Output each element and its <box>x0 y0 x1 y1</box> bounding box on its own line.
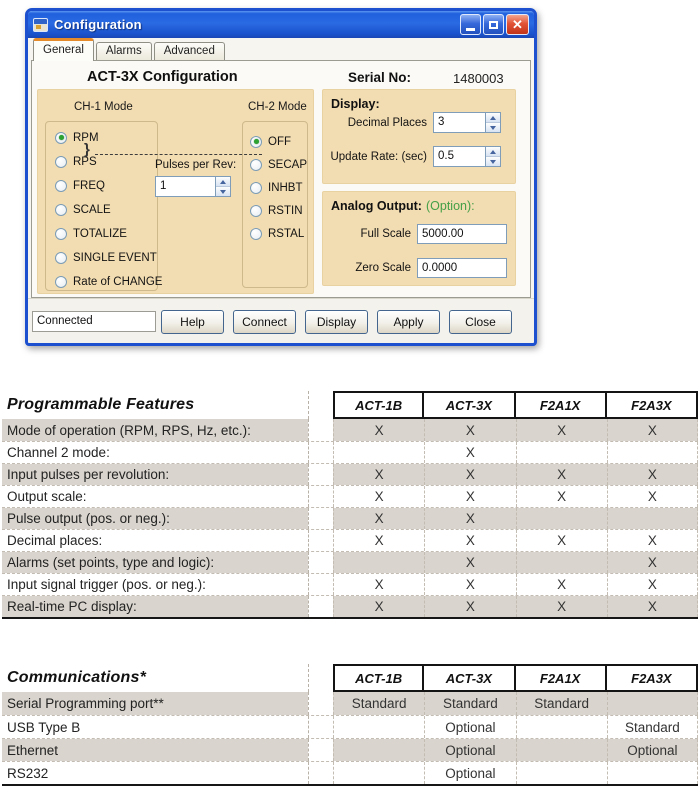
table-cell <box>333 442 424 463</box>
table-cell <box>333 762 424 784</box>
row-label: Pulse output (pos. or neg.): <box>2 508 308 529</box>
connection-status-field[interactable]: Connected <box>32 311 156 332</box>
gap-column <box>308 391 333 419</box>
table-cell: X <box>424 508 515 529</box>
radio-button-icon <box>250 136 262 148</box>
window-title: Configuration <box>54 17 142 32</box>
table-header-row <box>2 664 698 692</box>
help-button[interactable]: Help <box>161 310 224 334</box>
table-cell: Standard <box>424 692 515 715</box>
spinner-buttons <box>215 177 230 196</box>
column-header-act-3x: ACT-3X <box>424 664 515 692</box>
radio-button-icon <box>55 204 67 216</box>
table-cell: X <box>516 419 607 441</box>
table-cell: X <box>424 486 515 507</box>
radio-inhbt[interactable] <box>250 181 307 194</box>
table-cell: X <box>424 574 515 595</box>
row-label: RS232 <box>7 765 49 781</box>
decimal-places-value: 3 <box>438 116 445 128</box>
spin-up-button[interactable] <box>486 113 500 123</box>
row-label: Input pulses per revolution: <box>2 464 308 485</box>
option-note: (Option): <box>426 199 475 213</box>
table-cell: X <box>333 530 424 551</box>
table-cell: X <box>607 464 698 485</box>
radio-label: RPM <box>73 131 99 144</box>
table-title: Communications* <box>7 669 147 686</box>
maximize-icon <box>489 21 498 29</box>
radio-label: SINGLE EVENT <box>73 251 157 264</box>
radio-label: RSTAL <box>268 227 305 240</box>
radio-label: TOTALIZE <box>73 227 127 240</box>
radio-rstin[interactable] <box>250 204 307 217</box>
radio-label: FREQ <box>73 179 105 192</box>
connect-button[interactable]: Connect <box>233 310 296 334</box>
radio-rate-of-change[interactable] <box>55 275 163 288</box>
app-icon <box>33 18 48 32</box>
arrow-up-icon <box>490 150 496 154</box>
radio-label: OFF <box>268 135 291 148</box>
column-header-f2a3x: F2A3X <box>607 664 698 692</box>
row-label: Serial Programming port** <box>2 692 308 715</box>
table-row <box>2 485 698 507</box>
table-row <box>2 738 698 761</box>
window-controls <box>460 14 529 35</box>
row-label: Input signal trigger (pos. or neg.): <box>7 577 206 592</box>
table-cell: X <box>424 530 515 551</box>
spin-down-button[interactable] <box>216 187 230 196</box>
row-label: Real-time PC display: <box>2 596 308 617</box>
spin-up-button[interactable] <box>486 147 500 157</box>
table-header-row <box>2 391 698 419</box>
row-label: Channel 2 mode: <box>7 445 110 460</box>
table-row <box>2 573 698 595</box>
arrow-up-icon <box>220 180 226 184</box>
ch1-mode-label: CH-1 Mode <box>74 101 133 113</box>
gap-column <box>308 762 333 784</box>
row-label: Decimal places: <box>7 533 103 548</box>
pulses-per-rev-spinner[interactable] <box>155 176 231 197</box>
radio-button-icon <box>250 182 262 194</box>
gap-column <box>308 486 333 507</box>
decimal-places-row <box>323 112 501 133</box>
column-header-f2a1x: F2A1X <box>516 391 607 419</box>
minimize-icon <box>466 28 475 31</box>
table-cell <box>607 508 698 529</box>
display-panel-title: Display: <box>331 97 380 111</box>
table-cell: X <box>333 419 424 441</box>
radio-secap[interactable] <box>250 158 307 171</box>
spinner-buttons <box>485 147 500 166</box>
radio-button-icon <box>55 252 67 264</box>
button-row <box>161 310 512 334</box>
link-brace: } <box>84 141 90 158</box>
radio-button-icon <box>250 159 262 171</box>
column-header-act-3x: ACT-3X <box>424 391 515 419</box>
channel-modes-panel <box>37 89 314 294</box>
radio-button-icon <box>55 132 67 144</box>
full-scale-label: Full Scale <box>360 228 411 240</box>
gap-column <box>308 442 333 463</box>
decimal-places-spinner[interactable] <box>433 112 501 133</box>
maximize-button[interactable] <box>483 14 504 35</box>
minimize-button[interactable] <box>460 14 481 35</box>
table-cell <box>516 442 607 463</box>
radio-label: SECAP <box>268 158 307 171</box>
table-row <box>2 441 698 463</box>
table-cell: X <box>607 530 698 551</box>
table-row <box>2 507 698 529</box>
column-header-act-1b: ACT-1B <box>333 664 424 692</box>
table-row <box>2 529 698 551</box>
radio-label: RSTIN <box>268 204 303 217</box>
spin-down-button[interactable] <box>486 123 500 132</box>
dialog-button-bar <box>28 298 534 343</box>
spin-up-button[interactable] <box>216 177 230 187</box>
decimal-places-label: Decimal Places <box>347 116 427 129</box>
table-row <box>2 715 698 738</box>
table-cell <box>333 739 424 761</box>
radio-label: Rate of CHANGE <box>73 275 163 288</box>
radio-button-icon <box>55 276 67 288</box>
radio-freq[interactable] <box>55 179 157 192</box>
table-cell <box>607 442 698 463</box>
table-cell <box>516 739 607 761</box>
table-cell: X <box>333 574 424 595</box>
table-row <box>2 551 698 573</box>
table-cell: Standard <box>516 692 607 715</box>
column-header-act-1b: ACT-1B <box>333 391 424 419</box>
full-scale-row <box>323 224 507 244</box>
serial-no-value: 1480003 <box>453 71 504 86</box>
pulses-per-rev-value: 1 <box>160 180 167 192</box>
ch1-mode-group <box>45 121 163 291</box>
table-cell <box>607 762 698 784</box>
link-dashed-line <box>95 154 262 155</box>
table-cell: X <box>607 596 698 617</box>
analog-output-title: Analog Output: <box>331 199 422 213</box>
radio-rstal[interactable] <box>250 227 307 240</box>
gap-column <box>308 530 333 551</box>
radio-label: SCALE <box>73 203 111 216</box>
radio-rpm[interactable] <box>55 131 157 144</box>
table-row <box>2 595 698 617</box>
table-cell: Standard <box>607 716 698 738</box>
table-cell: Optional <box>424 739 515 761</box>
table-cell: X <box>333 464 424 485</box>
table-row <box>2 463 698 485</box>
analog-output-panel <box>322 191 516 286</box>
column-header-f2a3x: F2A3X <box>607 391 698 419</box>
table-row <box>2 761 698 784</box>
update-rate-value: 0.5 <box>438 150 454 162</box>
display-panel <box>322 89 516 184</box>
table-cell: X <box>607 419 698 441</box>
serial-no-label: Serial No: <box>348 70 412 85</box>
radio-totalize[interactable] <box>55 227 157 240</box>
table-cell: X <box>607 552 698 573</box>
table-cell: Optional <box>424 762 515 784</box>
close-button[interactable]: ✕ <box>506 14 529 35</box>
table-cell: X <box>333 486 424 507</box>
gap-column <box>308 716 333 738</box>
table-cell: X <box>333 508 424 529</box>
window-titlebar[interactable] <box>28 11 534 38</box>
configuration-window <box>25 8 537 346</box>
arrow-down-icon <box>490 160 496 164</box>
table-cell: X <box>516 596 607 617</box>
row-label: Alarms (set points, type and logic): <box>2 552 308 573</box>
communications-table <box>2 664 698 786</box>
update-rate-spinner[interactable] <box>433 146 501 167</box>
table-title: Programmable Features <box>7 396 195 413</box>
arrow-down-icon <box>220 190 226 194</box>
table-cell: X <box>516 574 607 595</box>
table-cell <box>516 716 607 738</box>
radio-button-icon <box>55 228 67 240</box>
spin-down-button[interactable] <box>486 157 500 166</box>
gap-column <box>308 664 333 692</box>
table-cell: X <box>607 486 698 507</box>
gap-column <box>308 574 333 595</box>
table-cell <box>516 762 607 784</box>
table-cell: X <box>516 486 607 507</box>
update-rate-label: Update Rate: (sec) <box>330 150 427 163</box>
page-title: ACT-3X Configuration <box>87 69 238 85</box>
gap-column <box>308 508 333 529</box>
radio-label: RPS <box>73 155 97 168</box>
arrow-down-icon <box>490 126 496 130</box>
table-cell <box>516 508 607 529</box>
row-label: Ethernet <box>2 739 308 761</box>
radio-label: INHBT <box>268 181 303 194</box>
table-cell: X <box>424 552 515 573</box>
table-cell <box>333 716 424 738</box>
radio-button-icon <box>250 205 262 217</box>
row-label: Mode of operation (RPM, RPS, Hz, etc.): <box>2 419 308 441</box>
ch2-mode-group <box>242 121 308 288</box>
radio-off[interactable] <box>250 135 307 148</box>
column-header-f2a1x: F2A1X <box>516 664 607 692</box>
table-cell: X <box>607 574 698 595</box>
radio-button-icon <box>55 156 67 168</box>
zero-scale-row <box>323 258 507 278</box>
tab-advanced[interactable]: Advanced <box>154 42 225 61</box>
gap-column <box>308 739 333 761</box>
programmable-features-table <box>2 391 698 619</box>
apply-button[interactable]: Apply <box>377 310 440 334</box>
update-rate-row <box>323 146 501 167</box>
row-label: USB Type B <box>7 719 81 735</box>
close-button[interactable]: Close <box>449 310 512 334</box>
radio-single-event[interactable] <box>55 251 157 264</box>
tab-general[interactable]: General <box>33 38 94 61</box>
arrow-up-icon <box>490 116 496 120</box>
full-scale-field[interactable]: 5000.00 <box>417 224 507 244</box>
table-cell <box>607 692 698 715</box>
gap-column <box>308 692 333 715</box>
tab-page-general <box>31 60 531 298</box>
zero-scale-field[interactable]: 0.0000 <box>417 258 507 278</box>
row-label: Output scale: <box>7 489 87 504</box>
table-cell: X <box>424 596 515 617</box>
table-cell: X <box>424 419 515 441</box>
table-cell: X <box>516 530 607 551</box>
table-cell: X <box>424 464 515 485</box>
tab-strip <box>28 38 534 61</box>
table-cell: Optional <box>607 739 698 761</box>
zero-scale-label: Zero Scale <box>355 262 411 274</box>
radio-rps[interactable] <box>55 155 157 168</box>
table-cell: X <box>333 596 424 617</box>
radio-scale[interactable] <box>55 203 157 216</box>
radio-button-icon <box>55 180 67 192</box>
table-cell <box>333 552 424 573</box>
gap-column <box>308 596 333 617</box>
radio-button-icon <box>250 228 262 240</box>
table-row <box>2 692 698 715</box>
spinner-buttons <box>485 113 500 132</box>
gap-column <box>308 552 333 573</box>
table-cell: X <box>516 464 607 485</box>
tab-alarms[interactable]: Alarms <box>96 42 152 61</box>
gap-column <box>308 419 333 441</box>
table-cell: Optional <box>424 716 515 738</box>
table-cell <box>516 552 607 573</box>
table-cell: X <box>424 442 515 463</box>
ch2-mode-label: CH-2 Mode <box>248 101 307 113</box>
table-cell: Standard <box>333 692 424 715</box>
table-row <box>2 419 698 441</box>
display-button[interactable]: Display <box>305 310 368 334</box>
gap-column <box>308 464 333 485</box>
pulses-per-rev-label: Pulses per Rev: <box>155 159 237 171</box>
